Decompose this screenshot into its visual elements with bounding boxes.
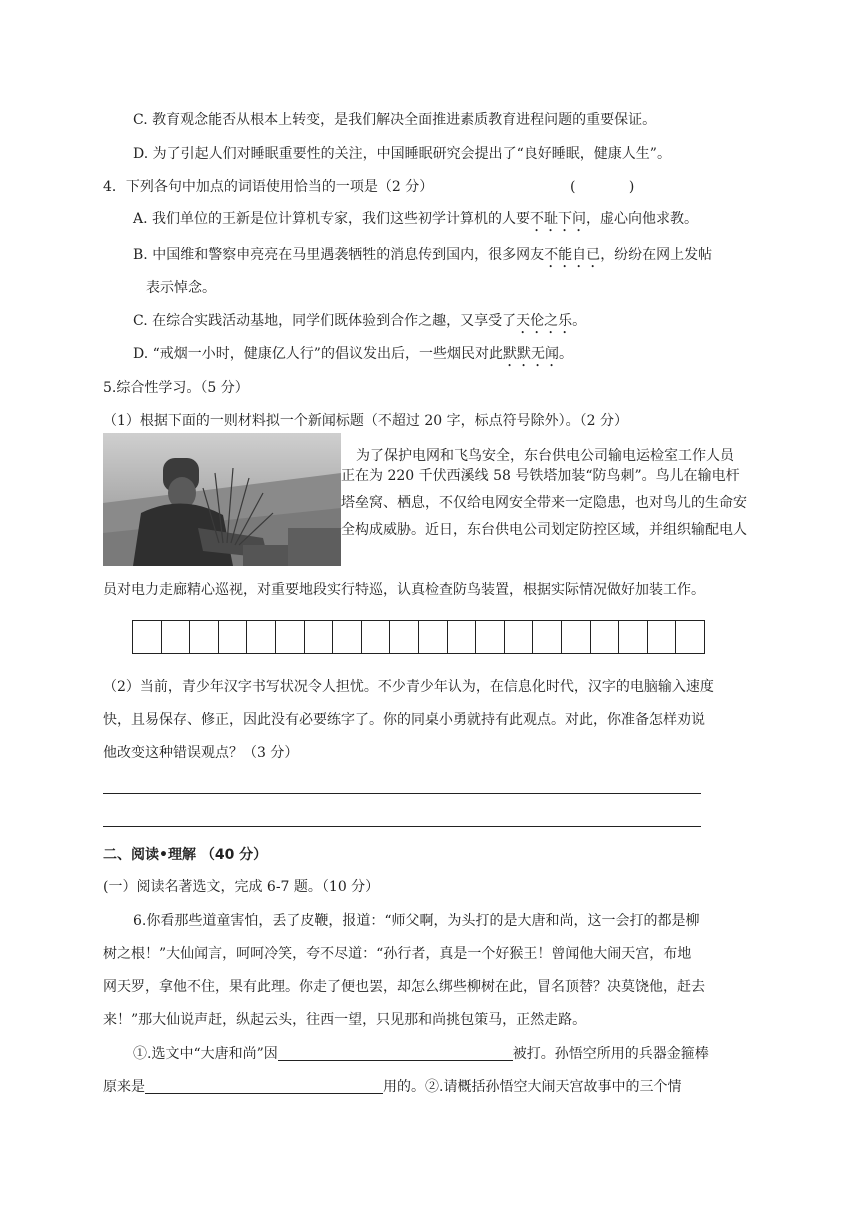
answer-cell[interactable] — [504, 620, 534, 654]
section2-subtitle: (一）阅读名著选文，完成 6-7 题。（10 分） — [103, 879, 380, 895]
q6-passage-line-4: 来！”那大仙说声赶，纵起云头，往西一望，只见那和尚挑包策马，正然走路。 — [103, 1012, 587, 1028]
answer-cell[interactable] — [332, 620, 362, 654]
answer-cell[interactable] — [590, 620, 620, 654]
answer-line-1[interactable] — [103, 793, 701, 794]
q4-option-c-text: C. 在综合实践活动基地，同学们既体验到合作之趣，又享受了 — [133, 313, 517, 329]
answer-cell[interactable] — [532, 620, 562, 654]
news-line-1: 为了保护电网和飞鸟安全，东台供电公司输电运检室工作人员 — [356, 448, 734, 464]
news-line-3: 塔垒窝、栖息，不仅给电网安全带来一定隐患，也对鸟儿的生命安 — [341, 495, 747, 511]
answer-cell[interactable] — [361, 620, 391, 654]
answer-cell[interactable] — [218, 620, 248, 654]
q4-stem: 4．下列各句中加点的词语使用恰当的一项是（2 分） — [103, 179, 434, 195]
q6-fill-1-prefix: ①.选文中“大唐和尚”因 — [133, 1046, 278, 1062]
q6-fill-line-1 — [133, 1044, 709, 1064]
answer-cell[interactable] — [447, 620, 477, 654]
answer-cell[interactable] — [275, 620, 305, 654]
q4-option-d-tail: 。 — [558, 346, 573, 362]
q4-option-a-text: A. 我们单位的王新是位计算机专家，我们这些初学计算机的人要 — [133, 211, 531, 227]
answer-cell[interactable] — [132, 620, 162, 654]
q6-fill-2-prefix: 原来是 — [103, 1079, 145, 1095]
q4-option-b — [133, 245, 712, 271]
q6-passage-line-1: 6.你看那些道童害怕，丢了皮鞭，报道：“师父啊，为头打的是大唐和尚，这一会打的都是柳 — [133, 913, 700, 929]
q4-option-c-tail: 。 — [572, 313, 587, 329]
q4-option-b-dotted-term: 不能自已 — [544, 247, 601, 263]
news-line-4: 全构成威胁。近日，东台供电公司划定防控区域，并组织输配电人 — [341, 522, 747, 538]
answer-cell[interactable] — [561, 620, 591, 654]
news-line-5: 员对电力走廊精心巡视，对重要地段实行特巡，认真检查防鸟装置，根据实际情况做好加装工作。 — [103, 582, 705, 598]
q4-option-b-text: B. 中国维和警察申亮亮在马里遇袭牺牲的消息传到国内，很多网友 — [133, 247, 545, 263]
q4-option-c-dotted-term: 天伦之乐 — [516, 313, 573, 329]
q4-option-a — [133, 209, 698, 235]
q6-passage-line-3: 网天罗，拿他不住，果有此理。你走了便也罢，却怎么绑些柳树在此，冒名顶替？决莫饶他，赶去 — [103, 979, 705, 995]
q5-part2-line-2: 快，且易保存、修正，因此没有必要练字了。你的同桌小勇就持有此观点。对此，你准备怎样劝说 — [103, 712, 705, 728]
q4-option-d-text: D. “戒烟一小时，健康亿人行”的倡议发出后，一些烟民对此 — [133, 346, 503, 362]
news-line-2: 正在为 220 千伏西溪线 58 号铁塔加装“防鸟刺”。鸟儿在输电杆 — [341, 468, 740, 484]
q6-blank-2[interactable] — [145, 1077, 383, 1094]
q6-blank-1[interactable] — [278, 1044, 513, 1061]
answer-cell[interactable] — [475, 620, 505, 654]
section2-title: 二、阅读•理解 （40 分） — [103, 847, 268, 863]
headline-answer-grid[interactable] — [132, 620, 704, 654]
q5-part1-stem: （1）根据下面的一则材料拟一个新闻标题（不超过 20 字，标点符号除外）。（2 分） — [103, 413, 628, 429]
answer-cell[interactable] — [618, 620, 648, 654]
q3-option-c: C. 教育观念能否从根本上转变，是我们解决全面推进素质教育进程问题的重要保证。 — [133, 112, 657, 128]
q4-answer-parentheses: ( ) — [570, 179, 635, 195]
q6-fill-2-suffix: 用的。②.请概括孙悟空大闹天宫故事中的三个情 — [383, 1079, 682, 1095]
q3-option-d: D. 为了引起人们对睡眠重要性的关注，中国睡眠研究会提出了“良好睡眠，健康人生”。 — [133, 146, 671, 162]
answer-cell[interactable] — [161, 620, 191, 654]
answer-cell[interactable] — [389, 620, 419, 654]
q6-fill-line-2 — [103, 1077, 681, 1097]
q4-option-d-dotted-term: 默默无闻 — [502, 346, 559, 362]
q6-passage-line-2: 树之根！”大仙闻言，呵呵冷笑，夸不尽道：“孙行者，真是一个好猴王！曾闻他大闹天宫，布地 — [103, 946, 692, 962]
q5-part2-line-3: 他改变这种错误观点？（3 分） — [103, 745, 299, 761]
q4-option-a-tail: ，虚心向他求教。 — [586, 211, 699, 227]
q4-option-a-dotted-term: 不耻下问 — [530, 211, 587, 227]
answer-line-2[interactable] — [103, 826, 701, 827]
q5-part2-line-1: （2）当前，青少年汉字书写状况令人担忧。不少青少年认为，在信息化时代，汉字的电脑输入速度 — [103, 679, 714, 695]
q4-option-b-continued: 表示悼念。 — [146, 280, 216, 296]
answer-cell[interactable] — [189, 620, 219, 654]
q4-option-d — [133, 344, 573, 370]
answer-cell[interactable] — [304, 620, 334, 654]
q4-option-c — [133, 311, 586, 337]
answer-cell[interactable] — [675, 620, 705, 654]
news-photo-lineman — [103, 433, 341, 566]
answer-cell[interactable] — [418, 620, 448, 654]
q6-fill-1-suffix: 被打。孙悟空所用的兵器金箍棒 — [512, 1046, 709, 1062]
answer-cell[interactable] — [246, 620, 276, 654]
q4-option-b-tail: ，纷纷在网上发帖 — [600, 247, 713, 263]
answer-cell[interactable] — [647, 620, 677, 654]
q5-title: 5.综合性学习。（5 分） — [103, 380, 249, 396]
